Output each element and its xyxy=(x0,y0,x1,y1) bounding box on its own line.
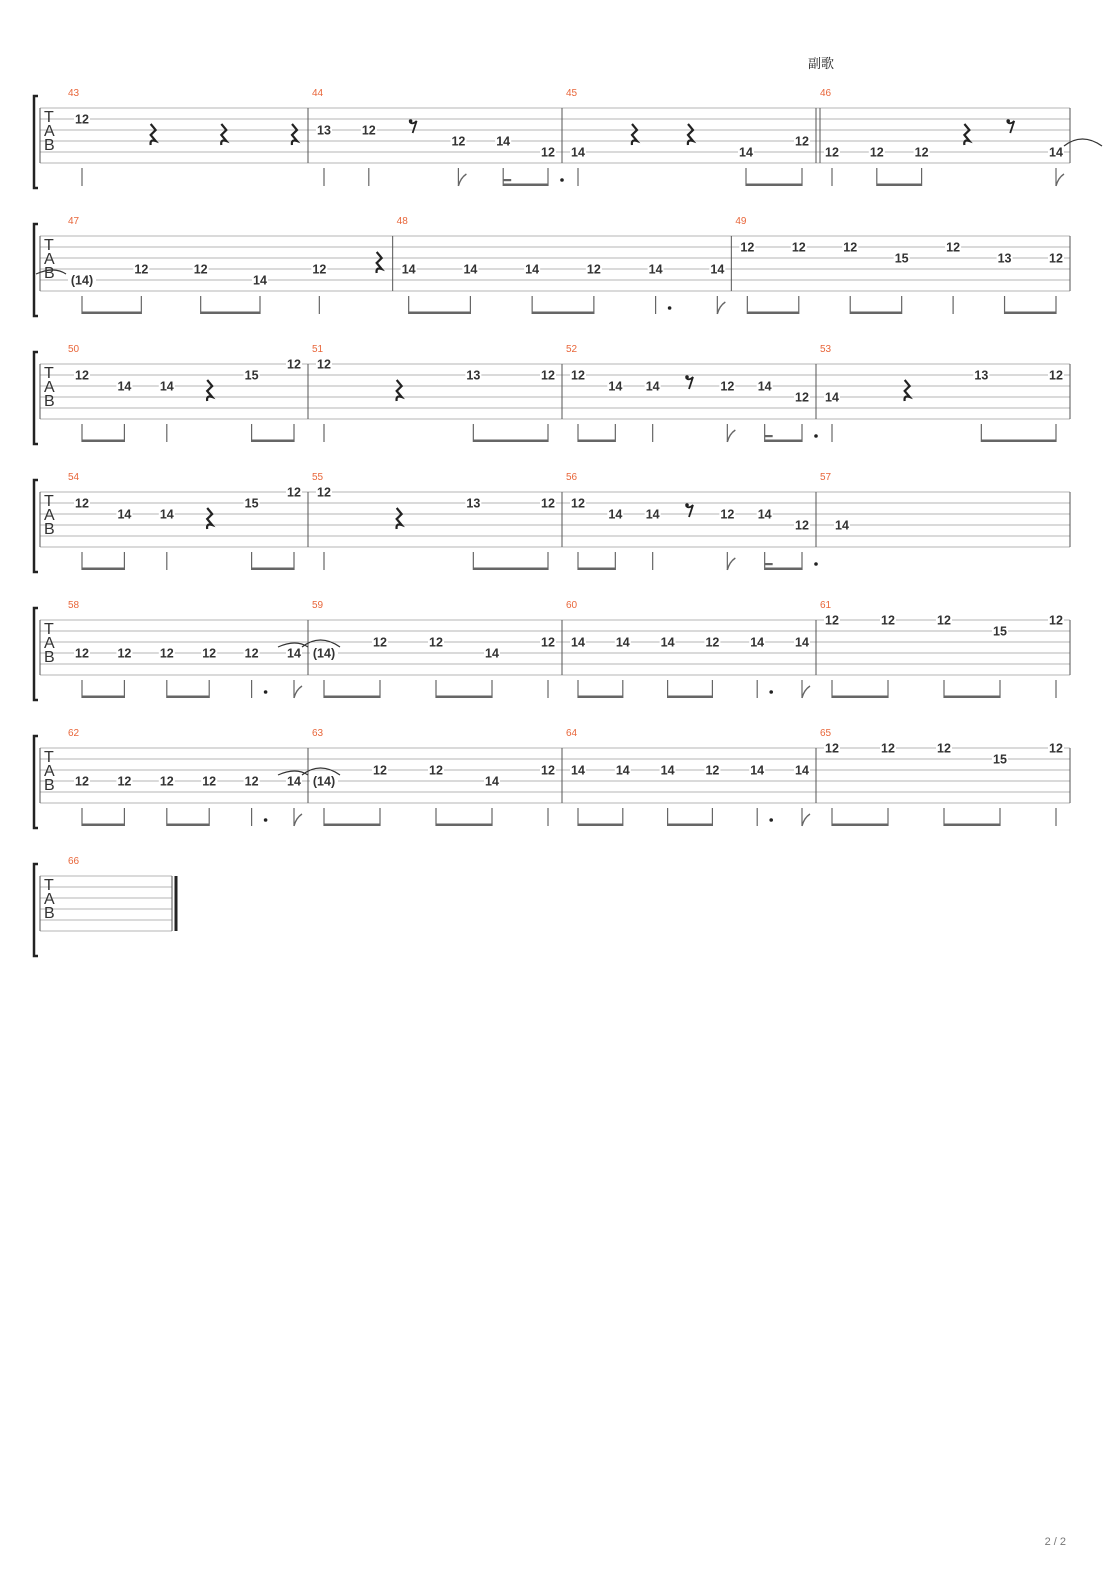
fret-number: 12 xyxy=(541,635,555,650)
fret-number: 14 xyxy=(571,635,585,650)
tab-letter: B xyxy=(44,265,55,282)
fret-number: 12 xyxy=(791,240,806,255)
quarter-rest xyxy=(151,124,156,145)
measure-number: 60 xyxy=(566,600,578,611)
quarter-rest xyxy=(207,380,212,401)
fret-number: 12 xyxy=(287,357,301,372)
fret-number: 12 xyxy=(159,646,174,661)
quarter-rest xyxy=(397,380,402,401)
fret-number: 12 xyxy=(117,646,132,661)
quarter-rest xyxy=(377,252,382,273)
beam xyxy=(503,184,548,187)
eighth-rest-dot xyxy=(1006,119,1010,123)
beam xyxy=(668,696,713,699)
tab-letter: B xyxy=(44,649,55,666)
section-label: 副歌 xyxy=(808,56,835,71)
fret-number: 12 xyxy=(541,145,555,160)
beam xyxy=(167,824,209,827)
eighth-rest xyxy=(410,121,417,133)
measure-number: 62 xyxy=(68,728,80,739)
fret-number: 14 xyxy=(159,379,174,394)
sixteenth-beam xyxy=(765,435,773,437)
fret-number: 14 xyxy=(463,262,478,277)
tab-system xyxy=(34,344,1070,444)
tab-letter: A xyxy=(44,379,55,396)
measure-number: 65 xyxy=(820,728,832,739)
dot xyxy=(560,178,564,182)
system-bracket xyxy=(34,96,38,188)
beam xyxy=(82,824,124,827)
tab-system xyxy=(34,88,1102,188)
fret-number: 14 xyxy=(287,774,301,789)
fret-number: 14 xyxy=(485,646,499,661)
fret-number: 14 xyxy=(660,635,675,650)
beam xyxy=(82,312,141,315)
beam xyxy=(765,568,802,571)
tab-letter: A xyxy=(44,123,55,140)
note-flag xyxy=(1056,174,1064,186)
measure-number: 49 xyxy=(735,216,747,227)
measure-number: 55 xyxy=(312,472,324,483)
fret-number: 14 xyxy=(117,379,132,394)
sixteenth-beam xyxy=(765,563,773,565)
fret-number: 12 xyxy=(1049,613,1063,628)
fret-number: 14 xyxy=(825,390,839,405)
beam xyxy=(746,184,802,187)
system-bracket xyxy=(34,864,38,956)
fret-number: 12 xyxy=(287,485,301,500)
tab-system xyxy=(34,472,1070,572)
fret-number: 12 xyxy=(869,145,884,160)
fret-number: 14 xyxy=(739,145,753,160)
fret-number: 14 xyxy=(159,507,174,522)
measure-number: 50 xyxy=(68,344,80,355)
fret-number: 14 xyxy=(660,763,675,778)
beam xyxy=(850,312,901,315)
fret-number: 12 xyxy=(825,145,839,160)
beam xyxy=(82,440,124,443)
fret-number: 12 xyxy=(75,774,89,789)
quarter-rest xyxy=(688,124,693,145)
fret-number: 13 xyxy=(317,123,331,138)
fret-number: 13 xyxy=(466,496,481,511)
fret-number: 12 xyxy=(312,262,327,277)
tab-letter: T xyxy=(44,621,54,638)
measure-number: 45 xyxy=(566,88,578,99)
beam xyxy=(532,312,594,315)
beam xyxy=(832,696,888,699)
fret-number: 12 xyxy=(541,368,555,383)
tab-letter: A xyxy=(44,635,55,652)
fret-number: 15 xyxy=(993,624,1007,639)
quarter-rest xyxy=(292,124,297,145)
note-flag xyxy=(458,174,466,186)
fret-number: 13 xyxy=(466,368,481,383)
fret-number: 12 xyxy=(134,262,149,277)
tab-letter: A xyxy=(44,251,55,268)
fret-number: 12 xyxy=(705,635,720,650)
fret-number: 14 xyxy=(750,635,765,650)
fret-number: 14 xyxy=(645,507,660,522)
beam xyxy=(578,824,623,827)
eighth-rest-dot xyxy=(685,503,689,507)
tab-system xyxy=(34,728,1070,828)
fret-number: 12 xyxy=(914,145,929,160)
fret-number: 14 xyxy=(525,262,540,277)
tab-letter: B xyxy=(44,393,55,410)
quarter-rest xyxy=(221,124,226,145)
fret-number: 12 xyxy=(244,646,259,661)
beam xyxy=(877,184,922,187)
fret-number: 12 xyxy=(881,741,895,756)
fret-number: 12 xyxy=(705,763,720,778)
fret-number: 12 xyxy=(202,774,217,789)
tab-letter: T xyxy=(44,493,54,510)
beam xyxy=(201,312,260,315)
quarter-rest xyxy=(964,124,969,145)
note-flag xyxy=(727,430,735,442)
fret-number: 12 xyxy=(429,763,443,778)
beam xyxy=(578,440,615,443)
fret-number: 12 xyxy=(159,774,174,789)
fret-number: 14 xyxy=(750,763,765,778)
fret-number: 12 xyxy=(75,368,89,383)
system-bracket xyxy=(34,736,38,828)
beam xyxy=(167,696,209,699)
fret-number: 12 xyxy=(361,123,376,138)
fret-number: 14 xyxy=(710,262,725,277)
fret-number: 14 xyxy=(571,145,585,160)
beam xyxy=(747,312,798,315)
fret-number: 12 xyxy=(244,774,259,789)
fret-number: 12 xyxy=(740,240,755,255)
dot xyxy=(264,690,268,694)
measure-number: 66 xyxy=(68,856,80,867)
beam xyxy=(82,696,124,699)
tab-letter: B xyxy=(44,777,55,794)
beam xyxy=(436,824,492,827)
fret-number: 13 xyxy=(997,251,1012,266)
fret-number: 14 xyxy=(571,763,585,778)
tab-letter: A xyxy=(44,507,55,524)
beam xyxy=(324,824,380,827)
tab-system xyxy=(34,600,1070,700)
fret-number: 12 xyxy=(881,613,895,628)
fret-number: 12 xyxy=(825,741,839,756)
eighth-rest xyxy=(686,377,693,389)
beam xyxy=(981,440,1056,443)
fret-number: 14 xyxy=(496,134,511,149)
beam xyxy=(944,696,1000,699)
tab-letter: T xyxy=(44,237,54,254)
measure-number: 56 xyxy=(566,472,578,483)
dot xyxy=(668,306,672,310)
eighth-rest-dot xyxy=(685,375,689,379)
fret-number: 14 xyxy=(253,273,267,288)
fret-number: 12 xyxy=(75,112,89,127)
fret-number: 14 xyxy=(795,635,809,650)
quarter-rest xyxy=(632,124,637,145)
fret-number: 12 xyxy=(202,646,217,661)
fret-number: 15 xyxy=(244,496,259,511)
fret-number: 14 xyxy=(401,262,416,277)
fret-number: (14) xyxy=(312,646,336,661)
quarter-rest xyxy=(207,508,212,529)
fret-number: 14 xyxy=(795,763,809,778)
fret-number: 12 xyxy=(373,635,387,650)
system-bracket xyxy=(34,352,38,444)
dot xyxy=(814,562,818,566)
measure-number: 53 xyxy=(820,344,832,355)
beam xyxy=(473,440,548,443)
measure-number: 48 xyxy=(396,216,408,227)
fret-number: 12 xyxy=(843,240,858,255)
fret-number: 12 xyxy=(1049,251,1063,266)
measure-number: 51 xyxy=(312,344,324,355)
beam xyxy=(409,312,471,315)
eighth-rest xyxy=(686,505,693,517)
beam xyxy=(765,440,802,443)
fret-number: 15 xyxy=(894,251,909,266)
beam xyxy=(324,696,380,699)
dot xyxy=(264,818,268,822)
fret-number: 14 xyxy=(835,518,849,533)
beam xyxy=(436,696,492,699)
fret-number: 12 xyxy=(795,390,809,405)
tab-letter: A xyxy=(44,763,55,780)
sixteenth-beam xyxy=(503,179,511,181)
fret-number: 14 xyxy=(287,646,301,661)
fret-number: 14 xyxy=(608,379,623,394)
tab-letter: T xyxy=(44,749,54,766)
system-bracket xyxy=(34,480,38,572)
tab-letter: T xyxy=(44,365,54,382)
measure-number: 54 xyxy=(68,472,80,483)
measure-number: 52 xyxy=(566,344,578,355)
beam xyxy=(252,568,294,571)
fret-number: 12 xyxy=(373,763,387,778)
measure-number: 63 xyxy=(312,728,324,739)
fret-number: (14) xyxy=(312,774,336,789)
note-flag xyxy=(802,814,810,826)
fret-number: 15 xyxy=(244,368,259,383)
note-flag xyxy=(727,558,735,570)
tab-letter: B xyxy=(44,905,55,922)
tab-system xyxy=(34,856,176,956)
fret-number: 14 xyxy=(757,507,772,522)
system-bracket xyxy=(34,224,38,316)
eighth-rest-dot xyxy=(409,119,413,123)
tab-system xyxy=(34,216,1070,316)
fret-number: 12 xyxy=(937,741,951,756)
fret-number: 12 xyxy=(75,646,89,661)
fret-number: 14 xyxy=(117,507,132,522)
beam xyxy=(1005,312,1056,315)
fret-number: 12 xyxy=(451,134,466,149)
tab-letter: B xyxy=(44,137,55,154)
fret-number: 12 xyxy=(1049,368,1063,383)
beam xyxy=(82,568,124,571)
fret-number: 15 xyxy=(993,752,1007,767)
note-flag xyxy=(717,302,725,314)
fret-number: 12 xyxy=(795,518,809,533)
beam xyxy=(832,824,888,827)
fret-number: 12 xyxy=(571,496,585,511)
fret-number: 14 xyxy=(645,379,660,394)
measure-number: 46 xyxy=(820,88,832,99)
fret-number: 14 xyxy=(1049,145,1063,160)
fret-number: 12 xyxy=(193,262,208,277)
beam xyxy=(944,824,1000,827)
eighth-rest xyxy=(1007,121,1014,133)
fret-number: 12 xyxy=(795,134,809,149)
tab-letter: T xyxy=(44,877,54,894)
note-flag xyxy=(294,814,302,826)
beam xyxy=(578,696,623,699)
fret-number: 14 xyxy=(648,262,663,277)
fret-number: 12 xyxy=(720,507,735,522)
fret-number: (14) xyxy=(70,273,94,288)
fret-number: 14 xyxy=(485,774,499,789)
fret-number: 12 xyxy=(117,774,132,789)
tab-systems xyxy=(34,88,1102,956)
fret-number: 12 xyxy=(946,240,961,255)
tab-letter: T xyxy=(44,109,54,126)
dot xyxy=(769,690,773,694)
beam xyxy=(252,440,294,443)
page-number: 2 / 2 xyxy=(1044,1536,1066,1548)
measure-number: 43 xyxy=(68,88,80,99)
beam xyxy=(578,568,615,571)
note-flag xyxy=(294,686,302,698)
fret-number: 14 xyxy=(615,763,630,778)
tab-letter: B xyxy=(44,521,55,538)
fret-number: 12 xyxy=(1049,741,1063,756)
beam xyxy=(668,824,713,827)
fret-number: 12 xyxy=(571,368,585,383)
quarter-rest xyxy=(905,380,910,401)
fret-number: 12 xyxy=(825,613,839,628)
beam xyxy=(473,568,548,571)
measure-number: 47 xyxy=(68,216,80,227)
measure-number: 61 xyxy=(820,600,832,611)
fret-number: 13 xyxy=(974,368,989,383)
fret-number: 14 xyxy=(757,379,772,394)
fret-number: 14 xyxy=(615,635,630,650)
dot xyxy=(814,434,818,438)
fret-number: 12 xyxy=(429,635,443,650)
fret-number: 12 xyxy=(586,262,601,277)
measure-number: 58 xyxy=(68,600,80,611)
fret-number: 12 xyxy=(75,496,89,511)
fret-number: 14 xyxy=(608,507,623,522)
quarter-rest xyxy=(397,508,402,529)
tab-letter: A xyxy=(44,891,55,908)
fret-number: 12 xyxy=(317,357,331,372)
dot xyxy=(769,818,773,822)
measure-number: 59 xyxy=(312,600,324,611)
measure-number: 64 xyxy=(566,728,578,739)
measure-number: 57 xyxy=(820,472,832,483)
fret-number: 12 xyxy=(541,763,555,778)
fret-number: 12 xyxy=(541,496,555,511)
note-flag xyxy=(802,686,810,698)
fret-number: 12 xyxy=(937,613,951,628)
fret-number: 12 xyxy=(317,485,331,500)
fret-number: 12 xyxy=(720,379,735,394)
system-bracket xyxy=(34,608,38,700)
measure-number: 44 xyxy=(312,88,324,99)
